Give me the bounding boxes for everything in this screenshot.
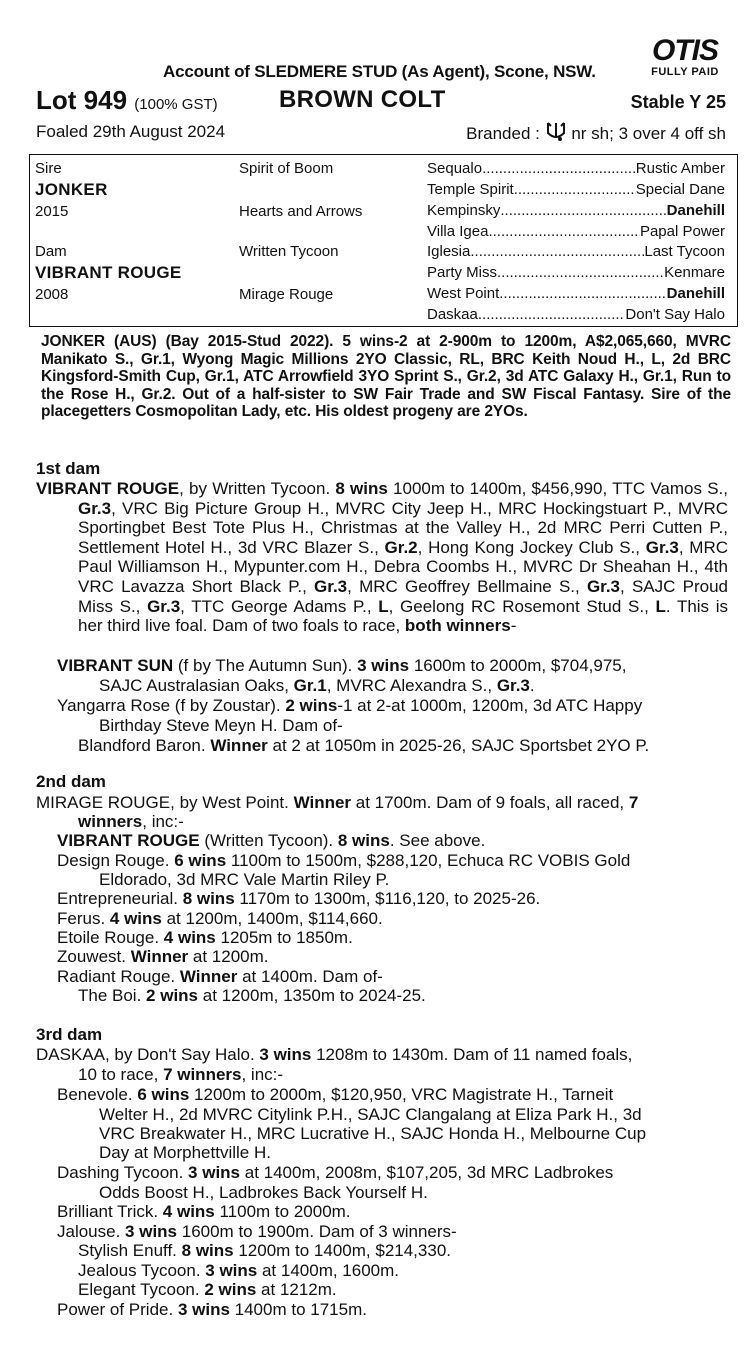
progeny-text: (f by The Autumn Sun). bbox=[173, 656, 358, 675]
third-dam-line bbox=[57, 1300, 367, 1320]
text: Etoile Rouge. bbox=[57, 928, 164, 947]
text: Power of Pride. bbox=[57, 1300, 178, 1319]
third-dam-line bbox=[78, 1280, 337, 1300]
first-dam-by: , by Written Tycoon. bbox=[179, 479, 336, 498]
progeny-grade: Gr.3 bbox=[496, 676, 530, 695]
sire-year: 2015 bbox=[35, 203, 69, 220]
second-dam-line bbox=[57, 889, 540, 909]
gg-left: Sequalo bbox=[427, 160, 483, 177]
first-dam-wins: 8 wins bbox=[335, 479, 388, 498]
first-dam-line bbox=[36, 479, 728, 635]
sire-name: JONKER bbox=[35, 180, 108, 199]
brand-mark-icon bbox=[545, 120, 567, 147]
progeny-line bbox=[57, 696, 642, 716]
second-dam-line bbox=[99, 870, 389, 890]
pedigree-row bbox=[427, 285, 725, 302]
third-dam-line bbox=[99, 1105, 642, 1125]
text: at 1212m. bbox=[256, 1280, 337, 1299]
progeny-text: at 2 at 1050m in 2025-26, SAJC Sportsbet 2YO P. bbox=[267, 736, 650, 755]
text: Radiant Rouge. bbox=[57, 967, 180, 986]
text: 1100m to 2000m. bbox=[214, 1202, 351, 1221]
second-dam-line bbox=[57, 851, 630, 871]
wins: winners bbox=[78, 812, 143, 831]
progeny-text: . bbox=[529, 676, 535, 695]
text: Design Rouge. bbox=[57, 851, 175, 870]
text: DASKAA, by Don't Say Halo. bbox=[36, 1045, 260, 1064]
dam-year: 2008 bbox=[35, 286, 69, 303]
second-dam-line bbox=[57, 928, 353, 948]
text: 1200m to 2000m, $120,950, VRC Magistrate H., Tarneit bbox=[189, 1085, 614, 1104]
third-dam-line bbox=[99, 1124, 646, 1144]
stable-location: Stable Y 25 bbox=[630, 92, 726, 112]
text: Zouwest. bbox=[57, 947, 131, 966]
text: 1600m to 1900m. Dam of 3 winners- bbox=[177, 1222, 457, 1241]
pedigree-table bbox=[29, 154, 738, 327]
text: at 1400m. Dam of- bbox=[237, 967, 383, 986]
text: 1170m to 1300m, $116,120, to 2025-26. bbox=[234, 889, 541, 908]
wins: 3 wins bbox=[188, 1163, 241, 1182]
pedigree-row bbox=[427, 160, 725, 177]
wins: 2 wins bbox=[204, 1280, 257, 1299]
text: Odds Boost H., Ladbrokes Back Yourself H. bbox=[99, 1183, 428, 1202]
gg-left: Party Miss bbox=[427, 264, 498, 281]
text: Jealous Tycoon. bbox=[78, 1261, 206, 1280]
progeny-name: VIBRANT ROUGE bbox=[57, 831, 200, 850]
dam-sire: Written Tycoon bbox=[239, 243, 339, 260]
third-dam-line bbox=[57, 1163, 613, 1183]
wins: 4 wins bbox=[162, 1202, 215, 1221]
pedigree-row bbox=[427, 264, 725, 281]
third-dam-line bbox=[57, 1222, 457, 1242]
text: The Boi. bbox=[78, 986, 147, 1005]
gg-right: Papal Power bbox=[639, 223, 725, 240]
logo-text: OTIS bbox=[651, 34, 718, 67]
wins: 8 wins bbox=[337, 831, 390, 850]
text: 1400m to 1715m. bbox=[229, 1300, 367, 1319]
second-dam-line bbox=[78, 812, 184, 832]
gg-right: Kenmare bbox=[664, 264, 725, 281]
second-dam-line bbox=[57, 967, 383, 987]
third-dam-line bbox=[57, 1085, 613, 1105]
lot-number bbox=[36, 85, 218, 116]
wins: 4 wins bbox=[163, 928, 216, 947]
wins: 7 winners bbox=[163, 1065, 242, 1084]
third-dam-line bbox=[36, 1045, 632, 1065]
sire-summary: JONKER (AUS) (Bay 2015-Stud 2022). 5 wins-2 at 2-900m to 1200m, A$2,065,660, MVRC Manikato S., Gr.1, Wyong Magic Millions 2YO Classic, RL, BRC Keith Noud H., L, 2d BRC Kingsford-Smith Cup, Gr.1, ATC Arrowfield 3YO Sprint S., Gr.2, 3d ATC Galaxy H., Gr.1, Run to the Rose H., Gr.2. Out of a half-sister to SW Fair Trade and SW Fiscal Fantasy. Sire of the placegetters Cosmopolitan Lady, etc. His oldest progeny are 2YOs. bbox=[41, 333, 731, 420]
text: Welter H., 2d MVRC Citylink P.H., SAJC Clangalang at Eliza Park H., 3d bbox=[99, 1105, 642, 1124]
text: 1200m to 1400m, $214,330. bbox=[233, 1241, 451, 1260]
vendor-account: Account of SLEDMERE STUD (As Agent), Scone, NSW. bbox=[163, 62, 596, 81]
third-dam-line bbox=[78, 1261, 399, 1281]
text: Stylish Enuff. bbox=[78, 1241, 182, 1260]
progeny-line bbox=[99, 716, 343, 736]
progeny-text: 1600m to 2000m, $704,975, bbox=[409, 656, 627, 675]
gg-right: Danehill bbox=[666, 202, 725, 219]
dot-leader bbox=[499, 285, 666, 302]
branded-info bbox=[466, 120, 726, 147]
text: Day at Morphettville H. bbox=[99, 1143, 271, 1162]
wins: 8 wins bbox=[181, 1241, 234, 1260]
wins: 3 wins bbox=[125, 1222, 178, 1241]
text: 1100m to 1500m, $288,120, Echuca RC VOBIS Gold bbox=[226, 851, 631, 870]
pedigree-row bbox=[427, 243, 725, 260]
dam-label: Dam bbox=[35, 243, 67, 260]
branded-label: Branded : bbox=[466, 124, 540, 143]
branded-text: nr sh; 3 over 4 off sh bbox=[571, 124, 726, 143]
second-dam-line bbox=[57, 947, 269, 967]
gg-left: Daskaa bbox=[427, 306, 478, 323]
gg-right: Last Tycoon bbox=[644, 243, 725, 260]
wins: 3 wins bbox=[177, 1300, 230, 1319]
progeny-wins: 3 wins bbox=[357, 656, 410, 675]
wins: Winner bbox=[130, 947, 189, 966]
text: Brilliant Trick. bbox=[57, 1202, 163, 1221]
third-dam-line bbox=[99, 1183, 428, 1203]
dot-leader bbox=[500, 202, 666, 219]
first-dam-record-text: 1000m to 1400m, $456,990, TTC Vamos S., Gr.3, VRC Big Picture Group H., MVRC City Jeep H., MRC Hockingstuart P., MVRC Sportingbet Best Tote Plus H., Christmas at the Valley H., 2d MRC Perri Cutten P., Settlement Hotel H., 3d VRC Blazer S., Gr.2, Hong Kong Jockey Club S., Gr.3, MRC Paul Williamson H., Mypunter.com H., Debra Coombs H., MVRC Dr Sheahan H., 4th VRC Lavazza Short Black P., Gr.3, MRC Geoffrey Bellmaine S., Gr.3, SAJC Proud Miss S., Gr.3, TTC George Adams P., L, Geelong RC Rosemont Stud S., L. This is her third live foal. Dam of two foals to race, both winners- bbox=[78, 479, 729, 636]
gg-left: West Point bbox=[427, 285, 500, 302]
text: . See above. bbox=[389, 831, 486, 850]
dot-leader bbox=[478, 306, 626, 323]
progeny-text: Yangarra Rose (f by Zoustar). bbox=[57, 696, 286, 715]
text: (Written Tycoon). bbox=[199, 831, 338, 850]
pedigree-row bbox=[427, 223, 725, 240]
wins: Winner bbox=[179, 967, 238, 986]
sire-label: Sire bbox=[35, 160, 62, 177]
logo-subtext: FULLY PAID bbox=[651, 66, 719, 78]
text: at 1200m. bbox=[188, 947, 269, 966]
pedigree-row bbox=[427, 306, 725, 323]
dot-leader bbox=[482, 160, 636, 177]
third-dam-heading: 3rd dam bbox=[36, 1025, 103, 1044]
text: , inc:- bbox=[142, 812, 184, 831]
text: at 1200m, 1350m to 2024-25. bbox=[198, 986, 426, 1005]
wins: 6 wins bbox=[137, 1085, 190, 1104]
wins: 3 wins bbox=[259, 1045, 312, 1064]
first-dam-record bbox=[36, 479, 728, 636]
text: at 1400m, 2008m, $107,205, 3d MRC Ladbrokes bbox=[240, 1163, 614, 1182]
progeny-text: -1 at 2-at 1000m, 1200m, 3d ATC Happy bbox=[337, 696, 643, 715]
gg-right: Danehill bbox=[666, 285, 725, 302]
text: 1208m to 1430m. Dam of 11 named foals, bbox=[311, 1045, 633, 1064]
text: Eldorado, 3d MRC Vale Martin Riley P. bbox=[99, 870, 390, 889]
page-title: BROWN COLT bbox=[279, 86, 446, 113]
wins: Winner bbox=[293, 793, 352, 812]
progeny-name: VIBRANT SUN bbox=[57, 656, 174, 675]
third-dam-line bbox=[78, 1241, 451, 1261]
second-dam-heading: 2nd dam bbox=[36, 772, 106, 791]
progeny-text: SAJC Australasian Oaks, bbox=[99, 676, 294, 695]
wins: 8 wins bbox=[182, 889, 235, 908]
text: Dashing Tycoon. bbox=[57, 1163, 189, 1182]
text: Benevole. bbox=[57, 1085, 138, 1104]
text: at 1200m, 1400m, $114,660. bbox=[161, 909, 383, 928]
gg-right: Don't Say Halo bbox=[625, 306, 725, 323]
dot-leader bbox=[470, 243, 644, 260]
gg-left: Temple Spirit bbox=[427, 181, 514, 198]
progeny-text: Birthday Steve Meyn H. Dam of- bbox=[99, 716, 343, 735]
second-dam-line bbox=[78, 986, 426, 1006]
progeny-line bbox=[78, 736, 649, 756]
pedigree-row bbox=[427, 202, 725, 219]
progeny-wins: Winner bbox=[210, 736, 268, 755]
text: at 1400m, 1600m. bbox=[257, 1261, 400, 1280]
dot-leader bbox=[488, 223, 640, 240]
sire-sire: Spirit of Boom bbox=[239, 160, 334, 177]
gst-note: (100% GST) bbox=[134, 96, 218, 113]
third-dam-line bbox=[78, 1065, 283, 1085]
otis-logo bbox=[640, 36, 730, 78]
dam-dam: Mirage Rouge bbox=[239, 286, 334, 303]
text: Jalouse. bbox=[57, 1222, 126, 1241]
wins: 3 wins bbox=[205, 1261, 258, 1280]
progeny-text: , MVRC Alexandra S., bbox=[326, 676, 497, 695]
text: MIRAGE ROUGE, by West Point. bbox=[36, 793, 294, 812]
first-dam-name: VIBRANT ROUGE bbox=[36, 479, 180, 498]
text: 10 to race, bbox=[78, 1065, 164, 1084]
progeny-wins: 2 wins bbox=[285, 696, 338, 715]
progeny-grade: Gr.1 bbox=[293, 676, 327, 695]
gg-left: Iglesia bbox=[427, 243, 471, 260]
wins: 2 wins bbox=[146, 986, 199, 1005]
third-dam-line bbox=[99, 1143, 271, 1163]
text: Entrepreneurial. bbox=[57, 889, 183, 908]
second-dam-line bbox=[36, 793, 638, 813]
dam-name: VIBRANT ROUGE bbox=[35, 263, 182, 282]
text: 1205m to 1850m. bbox=[215, 928, 353, 947]
second-dam-line bbox=[57, 831, 485, 851]
wins: 4 wins bbox=[109, 909, 162, 928]
pedigree-row bbox=[427, 181, 725, 198]
wins: 6 wins bbox=[174, 851, 227, 870]
foaled-date: Foaled 29th August 2024 bbox=[36, 122, 226, 141]
text: Elegant Tycoon. bbox=[78, 1280, 205, 1299]
text: VRC Breakwater H., MRC Lucrative H., SAJC Honda H., Melbourne Cup bbox=[99, 1124, 647, 1143]
gg-left: Villa Igea bbox=[427, 223, 489, 240]
text: , inc:- bbox=[241, 1065, 284, 1084]
wins: 7 bbox=[628, 793, 639, 812]
dot-leader bbox=[514, 181, 636, 198]
gg-right: Rustic Amber bbox=[635, 160, 725, 177]
text: at 1700m. Dam of 9 foals, all raced, bbox=[351, 793, 629, 812]
first-dam-heading: 1st dam bbox=[36, 459, 101, 478]
progeny-text: Blandford Baron. bbox=[78, 736, 211, 755]
progeny-line bbox=[57, 656, 626, 676]
gg-right: Special Dane bbox=[635, 181, 725, 198]
text: Ferus. bbox=[57, 909, 110, 928]
dot-leader bbox=[497, 264, 664, 281]
gg-left: Kempinsky bbox=[427, 202, 501, 219]
lot-label: Lot 949 bbox=[36, 85, 128, 115]
progeny-line bbox=[99, 676, 535, 696]
sire-dam: Hearts and Arrows bbox=[239, 203, 363, 220]
second-dam-line bbox=[57, 909, 383, 929]
third-dam-line bbox=[57, 1202, 351, 1222]
